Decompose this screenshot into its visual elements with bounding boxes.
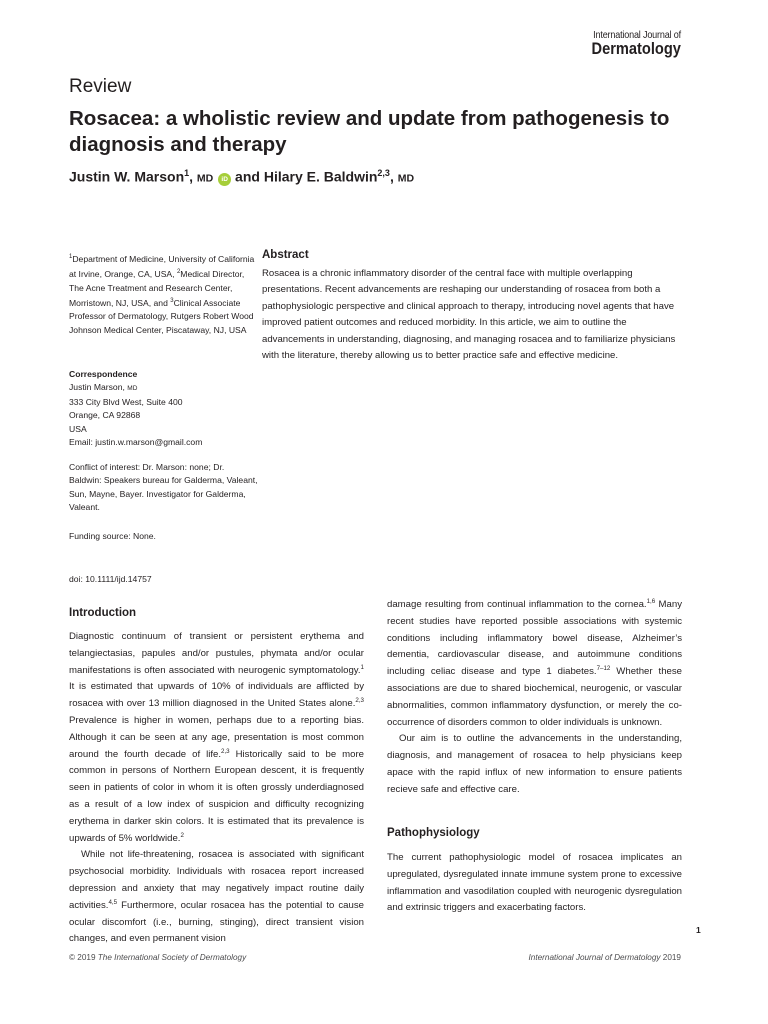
author-1-name: Justin W. Marson xyxy=(69,168,185,185)
section-label: Review xyxy=(69,76,132,97)
paragraph: damage resulting from continual inflammation to the cornea.$^{1,6}$ Many recent studies have reported possible associations with systemic conditions including inflammatory bowel disease, Alzheimer’s dementia, cardiovascular disease, and autoimmune conditions including celiac disease and type 1 diabetes.$^{7-12}$ Whether these associations are due to shared biochemical, neurogenic, or vascular abnormalities, common inflammatory dysfunction, or merely the co-occurrence of disorders common to older individuals is unknown. xyxy=(387,597,682,728)
correspondence-heading: Correspondence xyxy=(69,369,138,379)
abstract-heading: Abstract xyxy=(262,249,309,261)
author-line: Justin W. Marson$^1$, MD iD and Hilary E. Baldwin$^{2,3}$, MD xyxy=(69,168,415,185)
correspondence-degree: MD xyxy=(127,385,138,393)
citation[interactable]: 4,5 xyxy=(108,898,118,906)
paragraph: Our aim is to outline the advancements in the understanding, diagnosis, and management of rosacea to help physicians keep apace with the rapid influx of new information to ensure patients recieve safe and effective care. xyxy=(387,733,682,795)
article-title: Rosacea: a wholistic review and update from pathogenesis to diagnosis and therapy xyxy=(69,107,670,156)
correspondence-address2: Orange, CA 92868 xyxy=(69,410,141,421)
affil-marker-3: 3 xyxy=(170,297,174,304)
citation[interactable]: 7–12 xyxy=(596,665,611,672)
journal-logo xyxy=(577,30,681,57)
introduction-left-column xyxy=(69,629,364,948)
author-1-degree: MD xyxy=(196,172,214,185)
page-number: 1 xyxy=(696,925,701,935)
citation[interactable]: 2 xyxy=(180,831,184,839)
affiliations xyxy=(69,251,259,337)
footer-copyright: © 2019 The International Society of Dermatology xyxy=(69,953,247,962)
pathophysiology-text: The current pathophysiologic model of rosacea implicates an upregulated, dysregulated innate immune system prone to excessive inflammation and vasodilation coupled with neurogenic dysregulation and extrinsic triggers and exacerbating factors. xyxy=(387,852,682,914)
citation[interactable]: 2,3 xyxy=(355,697,364,704)
abstract-text: Rosacea is a chronic inflammatory disorder of the central face with multiple overlapping presentations. Recent advancements are reshaping our understanding of rosacea from both a pathophysiologic perspective and clinical approach to therapy, introducing novel agents that have improved patient outcomes and reduced morbidity. In this article, we aim to outline the advancements in understanding, diagnosing, and managing rosacea and to familiarize physicians with the literature, thereby allowing us to better practice safe and effective medicine. xyxy=(262,268,676,362)
affiliation-3: Clinical Associate Professor of Dermatology, Rutgers Robert Wood Johnson Medical Center, Piscataway, NJ, USA xyxy=(69,297,254,335)
conflict-of-interest: Conflict of interest: Dr. Marson: none; Dr. Baldwin: Speakers bureau for Galderma, Valeant, Sun, Mayne, Bayer. Investigator for Galderma, Valeant. xyxy=(69,462,258,513)
correspondence xyxy=(69,368,259,449)
affiliation-1: Department of Medicine, University of California at Irvine, Orange, CA, USA, xyxy=(69,253,255,280)
author-and: and xyxy=(235,168,260,185)
correspondence-email[interactable]: Email: justin.w.marson@gmail.com xyxy=(69,437,203,448)
citation[interactable]: 1 xyxy=(360,663,364,671)
funding-source: Funding source: None. xyxy=(69,531,156,541)
correspondence-name: Justin Marson, xyxy=(69,382,125,393)
journal-logo-line1: International Journal of xyxy=(593,29,681,41)
author-1-affil: 1 xyxy=(184,168,190,178)
correspondence-address1: 333 City Blvd West, Suite 400 xyxy=(69,396,183,407)
paragraph: While not life-threatening, rosacea is associated with significant psychosocial morbidity. Individuals with rosacea report increased depression and anxiety that may negatively impact routine daily activities.$^{4,5}$ Furthermore, ocular rosacea has the potential to cause ocular discomfort (i.e., burning, stinging), direct transient vision changes, and even permanent vision xyxy=(69,849,364,945)
orcid-icon[interactable]: iD xyxy=(218,173,231,186)
citation[interactable]: 1,6 xyxy=(646,597,656,605)
footer-journal: International Journal of Dermatology 2019 xyxy=(528,953,681,962)
introduction-heading: Introduction xyxy=(69,607,137,619)
affiliation-2: Medical Director, The Acne Treatment and Research Center, Morristown, NJ, USA, and xyxy=(69,269,245,308)
journal-logo-line2: Dermatology xyxy=(591,38,681,58)
doi[interactable]: doi: 10.1111/ijd.14757 xyxy=(69,574,152,584)
author-2-affil: 2,3 xyxy=(377,168,390,178)
affil-marker-1: 1 xyxy=(69,254,73,260)
correspondence-country: USA xyxy=(69,423,87,434)
paragraph: Diagnostic continuum of transient or persistent erythema and telangiectasias, papules and/or pustules, phymata and/or ocular manifestations is often associated with neurogenic symptomatology.$^1$ It is estimated that upwards of 10% of individuals are afflicted by rosacea with over 13 million diagnosed in the United States alone.$^{2,3}$ Prevalence is higher in women, perhaps due to a reporting bias. Although it can be seen at any age, presentation is most common around the fourth decade of life.$^{2,3}$ Historically said to be more common in persons of Northern European descent, it is frequently seen in patients of color in whom it is often grossly underdiagnosed as a result of a low index of suspicion and difficulty recognizing erythema in darker skin colors. It is estimated that its prevalence is upwards of 5% worldwide.$^2$ xyxy=(69,631,364,844)
pathophysiology-heading: Pathophysiology xyxy=(387,827,480,839)
author-2-name: Hilary E. Baldwin xyxy=(263,168,378,185)
affil-marker-2: 2 xyxy=(176,269,181,276)
author-2-degree: MD xyxy=(397,172,415,185)
introduction-right-column xyxy=(387,597,682,799)
citation[interactable]: 2,3 xyxy=(221,747,230,755)
